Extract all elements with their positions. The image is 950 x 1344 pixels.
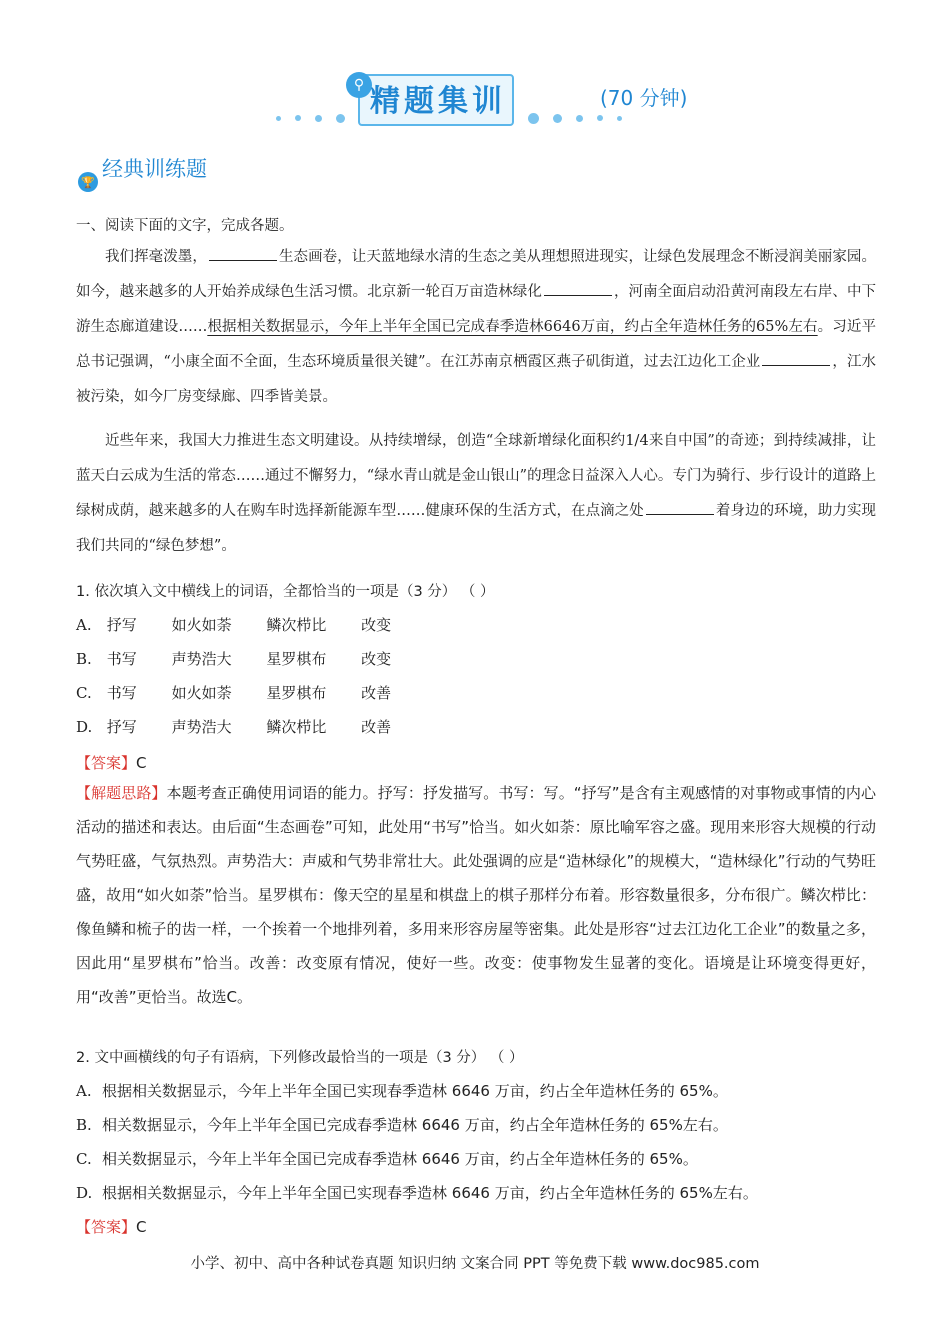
option-text: 根据相关数据显示，今年上半年全国已实现春季造林 6646 万亩，约占全年造林任务的 65%左右。 xyxy=(102,1184,758,1202)
option-text: 相关数据显示，今年上半年全国已完成春季造林 6646 万亩，约占全年造林任务的 65%。 xyxy=(102,1150,698,1168)
option-word: 书写 xyxy=(106,684,137,702)
q1-option-b xyxy=(76,648,421,669)
option-letter: C. xyxy=(76,684,92,702)
q2-answer xyxy=(76,1216,147,1237)
fill-blank-2 xyxy=(544,281,612,296)
q2-option-b xyxy=(76,1114,728,1135)
passage-text: 着身边的环境，助力实现我们共同的“绿色梦想”。 xyxy=(76,503,877,554)
passage-text: ，河南全面启动沿黄河南段左右岸、中下游生态廊道建设…… xyxy=(76,284,877,335)
passage-text: 近些年来，我国大力推进生态文明建设。从持续增绿，创造“全球新增绿化面积约1/4来自中国”的奇迹；到持续减排，让蓝天白云成为生活的常态……通过不懈努力，“绿水青山就是金山银山”的理念日益深入人心。专门为骑行、步行设计的道路上绿树成荫，越来越多的人在购车时选择新能源车型……健康环保的生活方式，在点滴之处 xyxy=(76,433,876,519)
passage-paragraph-2 xyxy=(76,424,876,564)
answer-value: C xyxy=(136,754,147,772)
option-word: 抒写 xyxy=(106,718,137,736)
option-word: 改善 xyxy=(361,684,392,702)
q2-option-d xyxy=(76,1182,758,1203)
q2-option-c xyxy=(76,1148,698,1169)
answer-value: C xyxy=(136,1218,147,1236)
option-letter: B. xyxy=(76,650,92,668)
option-word: 声势浩大 xyxy=(171,650,232,668)
q1-explanation xyxy=(76,776,876,1014)
q1-option-a xyxy=(76,614,421,635)
header-banner xyxy=(0,60,950,140)
option-letter: D. xyxy=(76,718,93,736)
option-word: 书写 xyxy=(106,650,137,668)
underlined-sentence: 根据相关数据显示，今年上半年全国已完成春季造林6646万亩，约占全年造林任务的65%左右 xyxy=(207,319,818,335)
option-word: 鳞次栉比 xyxy=(266,616,327,634)
passage-text: 我们挥毫泼墨， xyxy=(105,249,207,265)
decor-dots-left xyxy=(276,112,370,124)
option-text: 相关数据显示，今年上半年全国已完成春季造林 6646 万亩，约占全年造林任务的 65%左右。 xyxy=(102,1116,728,1134)
answer-tag: 【答案】 xyxy=(76,754,137,772)
option-letter: C. xyxy=(76,1150,92,1168)
banner-title: 精题集训 xyxy=(370,84,506,119)
option-text: 根据相关数据显示，今年上半年全国已实现春季造林 6646 万亩，约占全年造林任务的 65%。 xyxy=(102,1082,728,1100)
option-word: 如火如荼 xyxy=(171,684,232,702)
option-word: 星罗棋布 xyxy=(266,650,327,668)
magnifier-icon: ⚲ xyxy=(346,72,372,98)
fill-blank-4 xyxy=(646,500,714,515)
trophy-icon: 🏆 xyxy=(78,172,98,192)
option-word: 改善 xyxy=(361,718,392,736)
passage-paragraph-1 xyxy=(76,240,876,415)
question-2-stem: 2. 文中画横线的句子有语病，下列修改最恰当的一项是（3 分） （ ） xyxy=(76,1050,524,1066)
explain-text: 本题考查正确使用词语的能力。抒写：抒发描写。书写：写。“抒写”是含有主观感情的对事物或事情的内心活动的描述和表达。由后面“生态画卷”可知，此处用“书写”恰当。如火如荼：原比喻军容之盛。现用来形容大规模的行动气势旺盛，气氛热烈。声势浩大：声威和气势非常壮大。此处强调的应是“造林绿化”的规模大，“造林绿化”行动的气势旺盛，故用“如火如荼”恰当。星罗棋布：像天空的星星和棋盘上的棋子那样分布着。形容数量很多，分布很广。鳞次栉比：像鱼鳞和梳子的齿一样，一个挨着一个地排列着，多用来形容房屋等密集。此处是形容“过去江边化工企业”的数量之多，因此用“星罗棋布”恰当。改善：改变原有情况，使好一些。改变：使事物发生显著的变化。语境是让环境变得更好，用“改善”更恰当。故选C。 xyxy=(76,784,876,1006)
option-letter: D. xyxy=(76,1184,93,1202)
footer-text: 小学、初中、高中各种试卷真题 知识归纳 文案合同 PPT 等免费下载 www.doc985.com xyxy=(190,1256,760,1272)
q1-option-d xyxy=(76,716,421,737)
option-word: 抒写 xyxy=(106,616,137,634)
option-word: 鳞次栉比 xyxy=(266,718,327,736)
passage-text: ，江水被污染，如今厂房变绿廊、四季皆美景。 xyxy=(76,354,877,405)
part-heading: 一、阅读下面的文字，完成各题。 xyxy=(76,218,294,234)
option-word: 星罗棋布 xyxy=(266,684,327,702)
option-letter: A. xyxy=(76,616,92,634)
option-word: 改变 xyxy=(361,650,392,668)
q1-option-c xyxy=(76,682,421,703)
decor-dots-right xyxy=(528,112,622,124)
answer-tag: 【答案】 xyxy=(76,1218,137,1236)
option-letter: A. xyxy=(76,1082,92,1100)
option-word: 改变 xyxy=(361,616,392,634)
q1-answer xyxy=(76,752,147,773)
option-word: 声势浩大 xyxy=(171,718,232,736)
explain-tag: 【解题思路】 xyxy=(76,784,167,802)
section-title: 经典训练题 xyxy=(102,157,207,181)
question-1-stem: 1. 依次填入文中横线上的词语，全都恰当的一项是（3 分） （ ） xyxy=(76,584,495,600)
fill-blank-1 xyxy=(209,246,277,261)
option-word: 如火如荼 xyxy=(171,616,232,634)
fill-blank-3 xyxy=(762,351,830,366)
passage-text: 生态画卷，让天蓝地绿水清的生态之美从理想照进现实，让绿色发展理念不断浸润美丽家园。如今，越来越多的人开始养成绿色生活习惯。北京新一轮百万亩造林绿化 xyxy=(76,249,876,300)
option-letter: B. xyxy=(76,1116,92,1134)
passage-text: 。习近平总书记强调，“小康全面不全面，生态环境质量很关键”。在江苏南京栖霞区燕子矶街道，过去江边化工企业 xyxy=(76,319,877,370)
q2-option-a xyxy=(76,1080,728,1101)
time-limit: (70 分钟) xyxy=(600,86,688,110)
